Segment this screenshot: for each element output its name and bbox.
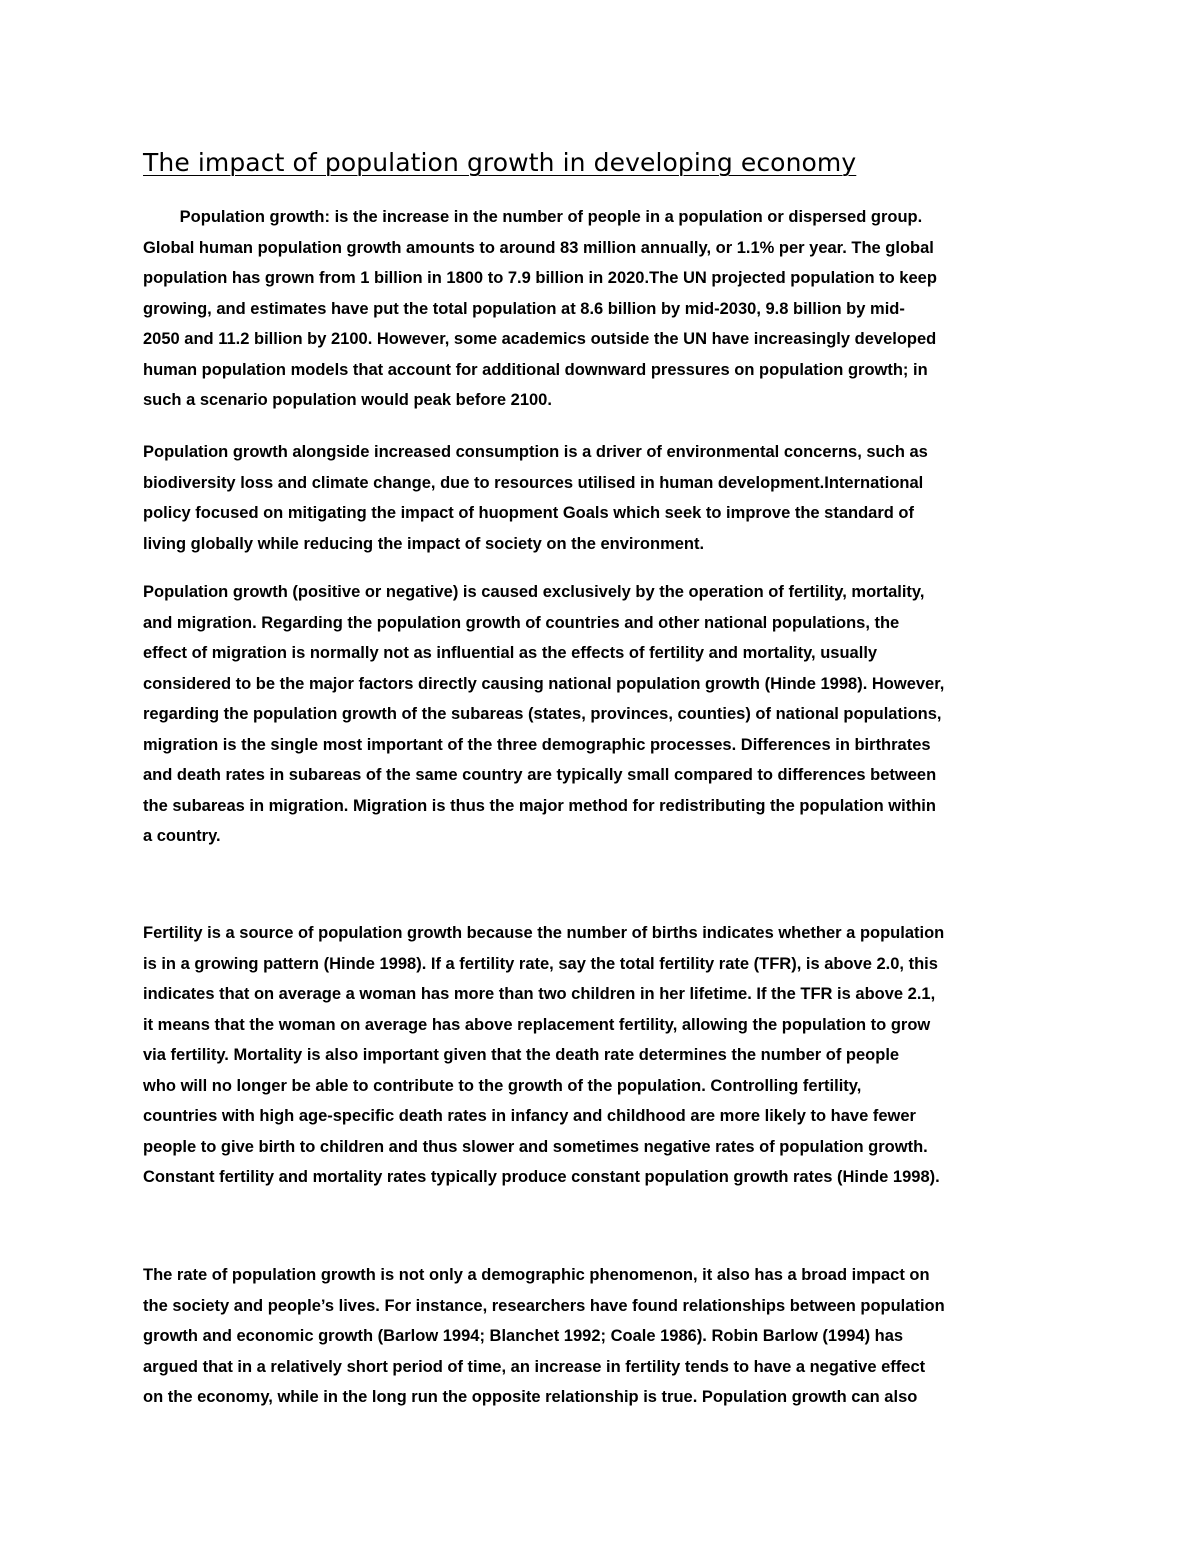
- paragraph-line: a country.: [143, 827, 221, 845]
- paragraph-line: Population growth alongside increased consumption is a driver of environmental concerns, such as: [143, 443, 928, 461]
- paragraph-line: growth and economic growth (Barlow 1994; Blanchet 1992; Coale 1986). Robin Barlow (1994) has: [143, 1327, 904, 1345]
- paragraph-line: Population growth (positive or negative) is caused exclusively by the operation of fertility, mortality,: [143, 583, 925, 601]
- paragraph-line: people to give birth to children and thus slower and sometimes negative rates of population growth.: [143, 1137, 928, 1156]
- paragraph-line: argued that in a relatively short period of time, an increase in fertility tends to have a negative effect: [143, 1357, 926, 1376]
- paragraph-line: regarding the population growth of the subareas (states, provinces, counties) of national populations,: [143, 705, 942, 723]
- paragraph-line: policy focused on mitigating the impact of huopment Goals which seek to improve the standard of: [143, 504, 915, 522]
- paragraph-line: Population growth: is the increase in the number of people in a population or dispersed group.: [143, 208, 923, 226]
- paragraph-line: countries with high age-specific death rates in infancy and childhood are more likely to have fewer: [143, 1107, 916, 1125]
- paragraph-line: human population models that account for additional downward pressures on population growth; in: [143, 360, 928, 379]
- document-title: The impact of population growth in developing economy: [143, 148, 857, 177]
- paragraph-environment: [143, 437, 1059, 559]
- paragraph-line: effect of migration is normally not as influential as the effects of fertility and mortality, usually: [143, 644, 878, 662]
- paragraph-line: biodiversity loss and climate change, due to resources utilised in human development.International: [143, 473, 924, 492]
- paragraph-line: Constant fertility and mortality rates typically produce constant population growth rates (Hinde 1998).: [143, 1168, 940, 1186]
- paragraph-line: it means that the woman on average has above replacement fertility, allowing the population to grow: [143, 1015, 931, 1034]
- paragraph-line: and migration. Regarding the population growth of countries and other national populations, the: [143, 613, 900, 632]
- paragraph-line: Fertility is a source of population growth because the number of births indicates whether a population: [143, 924, 945, 942]
- paragraph-line: is in a growing pattern (Hinde 1998). If a fertility rate, say the total fertility rate (TFR), is above 2.0, this: [143, 954, 938, 973]
- paragraph-line: and death rates in subareas of the same country are typically small compared to differences between: [143, 766, 937, 784]
- paragraph-line: on the economy, while in the long run the opposite relationship is true. Population growth can also: [143, 1388, 918, 1406]
- paragraph-line: via fertility. Mortality is also important given that the death rate determines the number of people: [143, 1046, 900, 1064]
- paragraph-fertility: [143, 918, 1059, 1193]
- paragraph-economic-impact: [143, 1260, 1059, 1413]
- paragraph-line: growing, and estimates have put the total population at 8.6 billion by mid-2030, 9.8 billion by mid-: [143, 299, 905, 318]
- paragraph-line: migration is the single most important of the three demographic processes. Differences in birthrates: [143, 735, 931, 754]
- paragraph-line: population has grown from 1 billion in 1800 to 7.9 billion in 2020.The UN projected population to keep: [143, 269, 937, 287]
- paragraph-line: considered to be the major factors directly causing national population growth (Hinde 1998). However,: [143, 674, 945, 693]
- paragraph-line: living globally while reducing the impact of society on the environment.: [143, 534, 705, 553]
- paragraph-line: such a scenario population would peak before 2100.: [143, 391, 552, 409]
- paragraph-line: who will no longer be able to contribute to the growth of the population. Controlling fertility,: [143, 1076, 862, 1095]
- paragraph-line: the subareas in migration. Migration is thus the major method for redistributing the population within: [143, 796, 936, 815]
- paragraph-migration: [143, 577, 1059, 852]
- paragraph-line: indicates that on average a woman has more than two children in her lifetime. If the TFR is above 2.1,: [143, 985, 936, 1003]
- paragraph-definition: [143, 202, 1059, 416]
- paragraph-line: Global human population growth amounts to around 83 million annually, or 1.1% per year. The global: [143, 238, 934, 257]
- paragraph-line: the society and people’s lives. For instance, researchers have found relationships between population: [143, 1296, 945, 1315]
- paragraph-line: 2050 and 11.2 billion by 2100. However, some academics outside the UN have increasingly developed: [143, 330, 937, 348]
- paragraph-line: The rate of population growth is not only a demographic phenomenon, it also has a broad impact on: [143, 1266, 930, 1284]
